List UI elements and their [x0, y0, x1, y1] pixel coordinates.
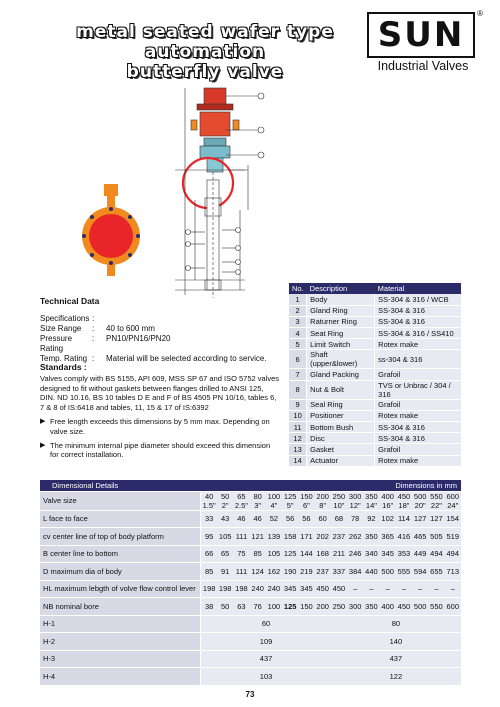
parts-cell-no: 1: [289, 294, 307, 305]
dimension-cell: 105: [217, 528, 233, 546]
dimension-cell: 198: [201, 580, 217, 598]
size-inch: 14": [365, 500, 377, 510]
dimension-cell: 198: [233, 580, 249, 598]
arrow-icon: ▶: [40, 441, 46, 449]
parts-cell-desc: Limit Switch: [307, 339, 375, 350]
size-mm: 200: [316, 491, 329, 501]
parts-cell-no: 13: [289, 444, 307, 455]
parts-cell-mat: SS-304 & 316: [375, 433, 461, 444]
parts-cell-mat: Grafoil: [375, 369, 461, 380]
spec-label: Pressure Rating: [40, 334, 73, 353]
dimension-cell: –: [396, 580, 412, 598]
h-value-large: 437: [331, 650, 461, 668]
bullet-text: The minimum internal pipe diameter should exceed this dimension for correct installation.: [50, 440, 271, 460]
size-mm: 350: [365, 491, 378, 501]
parts-cell-mat: SS-304 & 316: [375, 422, 461, 433]
dimension-cell: 63: [233, 598, 249, 616]
spec-value: 40 to 600 mm: [106, 324, 155, 333]
spec-sep: :: [92, 314, 95, 323]
size-cell: [363, 491, 379, 510]
dimension-cell: 43: [217, 510, 233, 528]
parts-row: [289, 399, 461, 410]
size-mm: 250: [332, 491, 346, 501]
dimension-cell: 38: [201, 598, 217, 616]
dimension-cell: 337: [331, 563, 347, 581]
h-value-small: 103: [201, 668, 331, 686]
row-label: HL maximum lebgth of volve flow control lever: [40, 580, 201, 598]
row-label: NB nominal bore: [40, 598, 201, 616]
parts-cell-no: 3: [289, 316, 307, 327]
size-cell: [396, 491, 412, 510]
size-inch: 8": [319, 500, 327, 510]
technical-data: [40, 296, 267, 364]
size-cell: [331, 491, 347, 510]
logo-brand: SUN: [367, 12, 475, 58]
size-inch: 12": [349, 500, 361, 510]
parts-cell-no: 5: [289, 339, 307, 350]
parts-cell-desc: Seal Ring: [307, 399, 375, 410]
h-value-small: 437: [201, 650, 331, 668]
size-cell: [445, 491, 461, 510]
parts-cell-mat: Rotex make: [375, 455, 461, 466]
col-no: No.: [289, 283, 307, 294]
spec-label: Size Range: [40, 324, 82, 333]
row-label: L face to face: [40, 510, 201, 528]
dimension-cell: 555: [396, 563, 412, 581]
dimension-cell: 465: [412, 528, 428, 546]
dimension-cell: 162: [266, 563, 282, 581]
dimension-cell: 92: [363, 510, 379, 528]
logo-subtitle: Industrial Valves: [377, 59, 469, 73]
row-label: H-1: [40, 615, 201, 633]
size-inch: 10": [333, 500, 345, 510]
parts-row: [289, 369, 461, 380]
dimension-cell: 449: [412, 545, 428, 563]
parts-row: [289, 328, 461, 339]
dimension-cell: 350: [363, 528, 379, 546]
arrow-icon: ▶: [40, 417, 46, 425]
spec-sep: :: [92, 324, 95, 333]
dimension-cell: 240: [266, 580, 282, 598]
h-dimension-row: [40, 650, 461, 668]
dimension-cell: 75: [233, 545, 249, 563]
dimensions-table: [40, 480, 461, 686]
dimension-cell: 105: [266, 545, 282, 563]
dimensions-unit: Dimensions in mm: [331, 480, 461, 491]
parts-row: [289, 380, 461, 399]
parts-row: [289, 316, 461, 327]
size-mm: 150: [300, 491, 313, 501]
parts-row: [289, 433, 461, 444]
parts-cell-no: 11: [289, 422, 307, 433]
h-dimension-row: [40, 615, 461, 633]
parts-cell-mat: Rotex make: [375, 410, 461, 421]
size-cell: [266, 491, 282, 510]
valve-side-view: [175, 88, 264, 298]
dimension-cell: 46: [233, 510, 249, 528]
dimension-cell: –: [445, 580, 461, 598]
size-inch: 2": [221, 500, 229, 510]
size-mm: 40: [205, 491, 214, 501]
bullet-text: Free length exceeds this dimensions by 5 mm max. Depending on valve size.: [50, 416, 270, 436]
dimension-cell: 125: [282, 598, 298, 616]
technical-heading: Technical Data: [40, 296, 100, 306]
dimension-cell: 198: [217, 580, 233, 598]
dimension-cell: 171: [298, 528, 314, 546]
dimension-cell: 500: [412, 598, 428, 616]
dimension-cell: 85: [250, 545, 266, 563]
dimension-cell: 550: [428, 598, 444, 616]
size-inch: 18": [398, 500, 410, 510]
dimension-cell: 345: [282, 580, 298, 598]
dimension-cell: 76: [250, 598, 266, 616]
parts-cell-mat: SS-304 & 316: [375, 316, 461, 327]
parts-cell-mat: TVS or Unbrac / 304 / 316: [375, 380, 461, 399]
size-mm: 500: [413, 491, 427, 501]
dimension-cell: 139: [266, 528, 282, 546]
size-inch: 1.5": [202, 500, 216, 510]
spec-list: [40, 314, 267, 364]
dimension-row: [40, 510, 461, 528]
spec-value: Material will be selected according to service.: [106, 354, 267, 363]
size-mm: 100: [267, 491, 281, 501]
dimension-cell: 102: [380, 510, 396, 528]
dimension-cell: 56: [282, 510, 298, 528]
dimension-cell: –: [412, 580, 428, 598]
parts-cell-desc: Positioner: [307, 410, 375, 421]
dimension-cell: –: [363, 580, 379, 598]
dimension-cell: 124: [250, 563, 266, 581]
dimension-cell: 450: [396, 598, 412, 616]
h-value-large: 122: [331, 668, 461, 686]
dimension-cell: 144: [298, 545, 314, 563]
dimension-cell: 237: [331, 528, 347, 546]
size-inch: 22": [430, 500, 442, 510]
dimension-cell: 190: [282, 563, 298, 581]
dimension-cell: 121: [250, 528, 266, 546]
size-cell: [315, 491, 331, 510]
parts-table-body: [289, 294, 461, 466]
standards-heading: Standards :: [40, 362, 87, 372]
size-mm: 80: [253, 491, 262, 501]
dimension-cell: 33: [201, 510, 217, 528]
parts-cell-desc: Gland Packing: [307, 369, 375, 380]
h-value-large: 140: [331, 633, 461, 651]
spec-value: [106, 314, 267, 324]
dimension-cell: 365: [380, 528, 396, 546]
parts-row: [289, 294, 461, 305]
dimension-cell: 60: [315, 510, 331, 528]
size-cell: [282, 491, 298, 510]
dimension-cell: –: [380, 580, 396, 598]
parts-cell-no: 14: [289, 455, 307, 466]
dimension-cell: 219: [298, 563, 314, 581]
size-mm: 450: [397, 491, 411, 501]
size-inch: 24": [447, 500, 459, 510]
size-cell: [380, 491, 396, 510]
parts-cell-no: 10: [289, 410, 307, 421]
dimension-cell: 154: [445, 510, 461, 528]
parts-row: [289, 350, 461, 369]
dimension-cell: 500: [380, 563, 396, 581]
dimension-row: [40, 528, 461, 546]
size-inch: 6": [303, 500, 310, 510]
dimension-cell: 450: [331, 580, 347, 598]
size-cell: [298, 491, 314, 510]
parts-cell-desc: Raturner Ring: [307, 316, 375, 327]
dimension-cell: 519: [445, 528, 461, 546]
dimension-cell: 68: [331, 510, 347, 528]
dimension-cell: 114: [396, 510, 412, 528]
parts-cell-mat: SS-304 & 316 / WCB: [375, 294, 461, 305]
parts-cell-mat: Grafoil: [375, 399, 461, 410]
dimension-cell: 340: [363, 545, 379, 563]
dimension-cell: 202: [315, 528, 331, 546]
spec-value: PN10/PN16/PN20: [106, 334, 171, 343]
size-mm: 65: [237, 491, 246, 501]
spec-label: Specifications: [40, 314, 90, 323]
h-dimension-row: [40, 633, 461, 651]
dimension-cell: 127: [428, 510, 444, 528]
parts-cell-desc: Body: [307, 294, 375, 305]
bullet-item: [40, 441, 280, 461]
size-mm: 550: [430, 491, 443, 501]
dimension-cell: 66: [201, 545, 217, 563]
parts-row: [289, 339, 461, 350]
size-cell: [347, 491, 363, 510]
dimension-cell: 494: [445, 545, 461, 563]
parts-cell-desc: Gasket: [307, 444, 375, 455]
h-value-small: 109: [201, 633, 331, 651]
dimension-cell: –: [428, 580, 444, 598]
row-label: Valve size: [40, 491, 201, 510]
dimension-cell: 594: [412, 563, 428, 581]
dimension-cell: 50: [217, 598, 233, 616]
dimension-cell: 56: [298, 510, 314, 528]
parts-cell-no: 9: [289, 399, 307, 410]
size-cell: [412, 491, 428, 510]
row-label: H-3: [40, 650, 201, 668]
dimension-cell: 91: [217, 563, 233, 581]
valve-front-view: [82, 184, 140, 276]
page-number: 73: [245, 690, 255, 699]
parts-row: [289, 455, 461, 466]
size-inch: 20": [414, 500, 426, 510]
dimension-cell: 262: [347, 528, 363, 546]
dimension-cell: 52: [266, 510, 282, 528]
bullet-item: [40, 417, 280, 437]
parts-cell-desc: Disc: [307, 433, 375, 444]
dimension-row: [40, 545, 461, 563]
dimension-cell: 350: [363, 598, 379, 616]
dimension-cell: 713: [445, 563, 461, 581]
size-inch: 16": [382, 500, 394, 510]
dimensions-title: Dimensional Details: [40, 480, 331, 491]
standards-section: [40, 363, 280, 460]
parts-cell-mat: SS-304 & 316 / SS410: [375, 328, 461, 339]
dimension-cell: 250: [331, 598, 347, 616]
dimension-cell: 345: [298, 580, 314, 598]
size-cell: [233, 491, 249, 510]
h-value-small: 60: [201, 615, 331, 633]
parts-table: [289, 283, 461, 467]
size-inch: 5": [286, 500, 294, 510]
dimension-cell: 168: [315, 545, 331, 563]
standards-text: Valves comply with BS 5155, API 609, MSS SP 67 and ISO 5752 valves designed to fit without gaskets between flanges drilled to ANSI 125, DIN. ND 10.16, BS 10 tables D E and F of BS 4505 PN 10/16, tables 6, 7 & 8 of IS:6418 and tables, 11, 15 & 17 of IS:6392: [40, 373, 280, 413]
row-label: H-2: [40, 633, 201, 651]
dimension-cell: 240: [250, 580, 266, 598]
dimension-cell: 158: [282, 528, 298, 546]
dimension-cell: 353: [396, 545, 412, 563]
dimension-cell: 111: [233, 563, 249, 581]
valve-size-row: [40, 491, 461, 510]
dimension-cell: 494: [428, 545, 444, 563]
dimension-cell: 127: [412, 510, 428, 528]
parts-cell-no: 6: [289, 350, 307, 369]
parts-cell-no: 8: [289, 380, 307, 399]
parts-cell-mat: ss-304 & 316: [375, 350, 461, 369]
spec-label: Temp. Rating: [40, 354, 88, 363]
parts-row: [289, 305, 461, 316]
parts-cell-desc: Shaft (upper&lower): [307, 350, 375, 369]
size-inch: 3": [254, 500, 262, 510]
parts-cell-no: 4: [289, 328, 307, 339]
parts-cell-no: 2: [289, 305, 307, 316]
size-cell: [217, 491, 233, 510]
size-mm: 50: [221, 491, 230, 501]
dimension-cell: 505: [428, 528, 444, 546]
dimension-cell: 450: [315, 580, 331, 598]
dimension-row: [40, 563, 461, 581]
dimension-cell: 246: [347, 545, 363, 563]
parts-cell-desc: Bottom Bush: [307, 422, 375, 433]
dimensions-table-body: [40, 480, 461, 685]
row-label: D maximum dia of body: [40, 563, 201, 581]
dimension-cell: 46: [250, 510, 266, 528]
size-cell: [250, 491, 266, 510]
size-mm: 400: [381, 491, 394, 501]
dimension-cell: 100: [266, 598, 282, 616]
size-mm: 600: [446, 491, 460, 501]
valve-drawing: [0, 0, 500, 300]
dimension-row: [40, 580, 461, 598]
parts-cell-mat: Grafoil: [375, 444, 461, 455]
h-value-large: 80: [331, 615, 461, 633]
h-dimension-row: [40, 668, 461, 686]
size-inch: 2.5": [234, 500, 248, 510]
parts-cell-desc: Seat Ring: [307, 328, 375, 339]
dimension-cell: 111: [233, 528, 249, 546]
dimension-cell: 416: [396, 528, 412, 546]
dimensions-header: [40, 480, 461, 491]
page-title: metal seated wafer type automation butterfly valve: [76, 22, 334, 82]
size-mm: 125: [283, 491, 297, 501]
parts-table-header: [289, 283, 461, 294]
dimension-cell: 300: [347, 598, 363, 616]
dimension-cell: 384: [347, 563, 363, 581]
dimension-cell: 125: [282, 545, 298, 563]
col-material: Material: [375, 283, 461, 294]
dimension-cell: –: [347, 580, 363, 598]
registered-mark: ®: [477, 9, 483, 18]
dimension-cell: 211: [331, 545, 347, 563]
dimension-cell: 150: [298, 598, 314, 616]
parts-cell-no: 7: [289, 369, 307, 380]
dimension-cell: 400: [380, 598, 396, 616]
dimension-cell: 200: [315, 598, 331, 616]
parts-cell-desc: Gland Ring: [307, 305, 375, 316]
parts-row: [289, 422, 461, 433]
dimension-row: [40, 598, 461, 616]
parts-cell-no: 12: [289, 433, 307, 444]
dimension-cell: 65: [217, 545, 233, 563]
dimension-cell: 345: [380, 545, 396, 563]
parts-row: [289, 444, 461, 455]
parts-cell-mat: SS-304 & 316: [375, 305, 461, 316]
dimension-cell: 237: [315, 563, 331, 581]
spec-sep: :: [92, 334, 95, 343]
dimension-cell: 600: [445, 598, 461, 616]
dimension-cell: 655: [428, 563, 444, 581]
parts-row: [289, 410, 461, 421]
parts-cell-mat: Rotex make: [375, 339, 461, 350]
spec-sep: :: [92, 354, 95, 363]
row-label: H-4: [40, 668, 201, 686]
size-mm: 300: [348, 491, 362, 501]
size-inch: 4": [270, 500, 278, 510]
dimension-cell: 78: [347, 510, 363, 528]
dimension-cell: 85: [201, 563, 217, 581]
parts-cell-desc: Nut & Bolt: [307, 380, 375, 399]
dimension-cell: 440: [363, 563, 379, 581]
dimension-cell: 95: [201, 528, 217, 546]
size-cell: [201, 491, 217, 510]
row-label: B center line to bottom: [40, 545, 201, 563]
col-description: Description: [307, 283, 375, 294]
size-cell: [428, 491, 444, 510]
parts-cell-desc: Actuator: [307, 455, 375, 466]
row-label: cv center line of top of body platform: [40, 528, 201, 546]
